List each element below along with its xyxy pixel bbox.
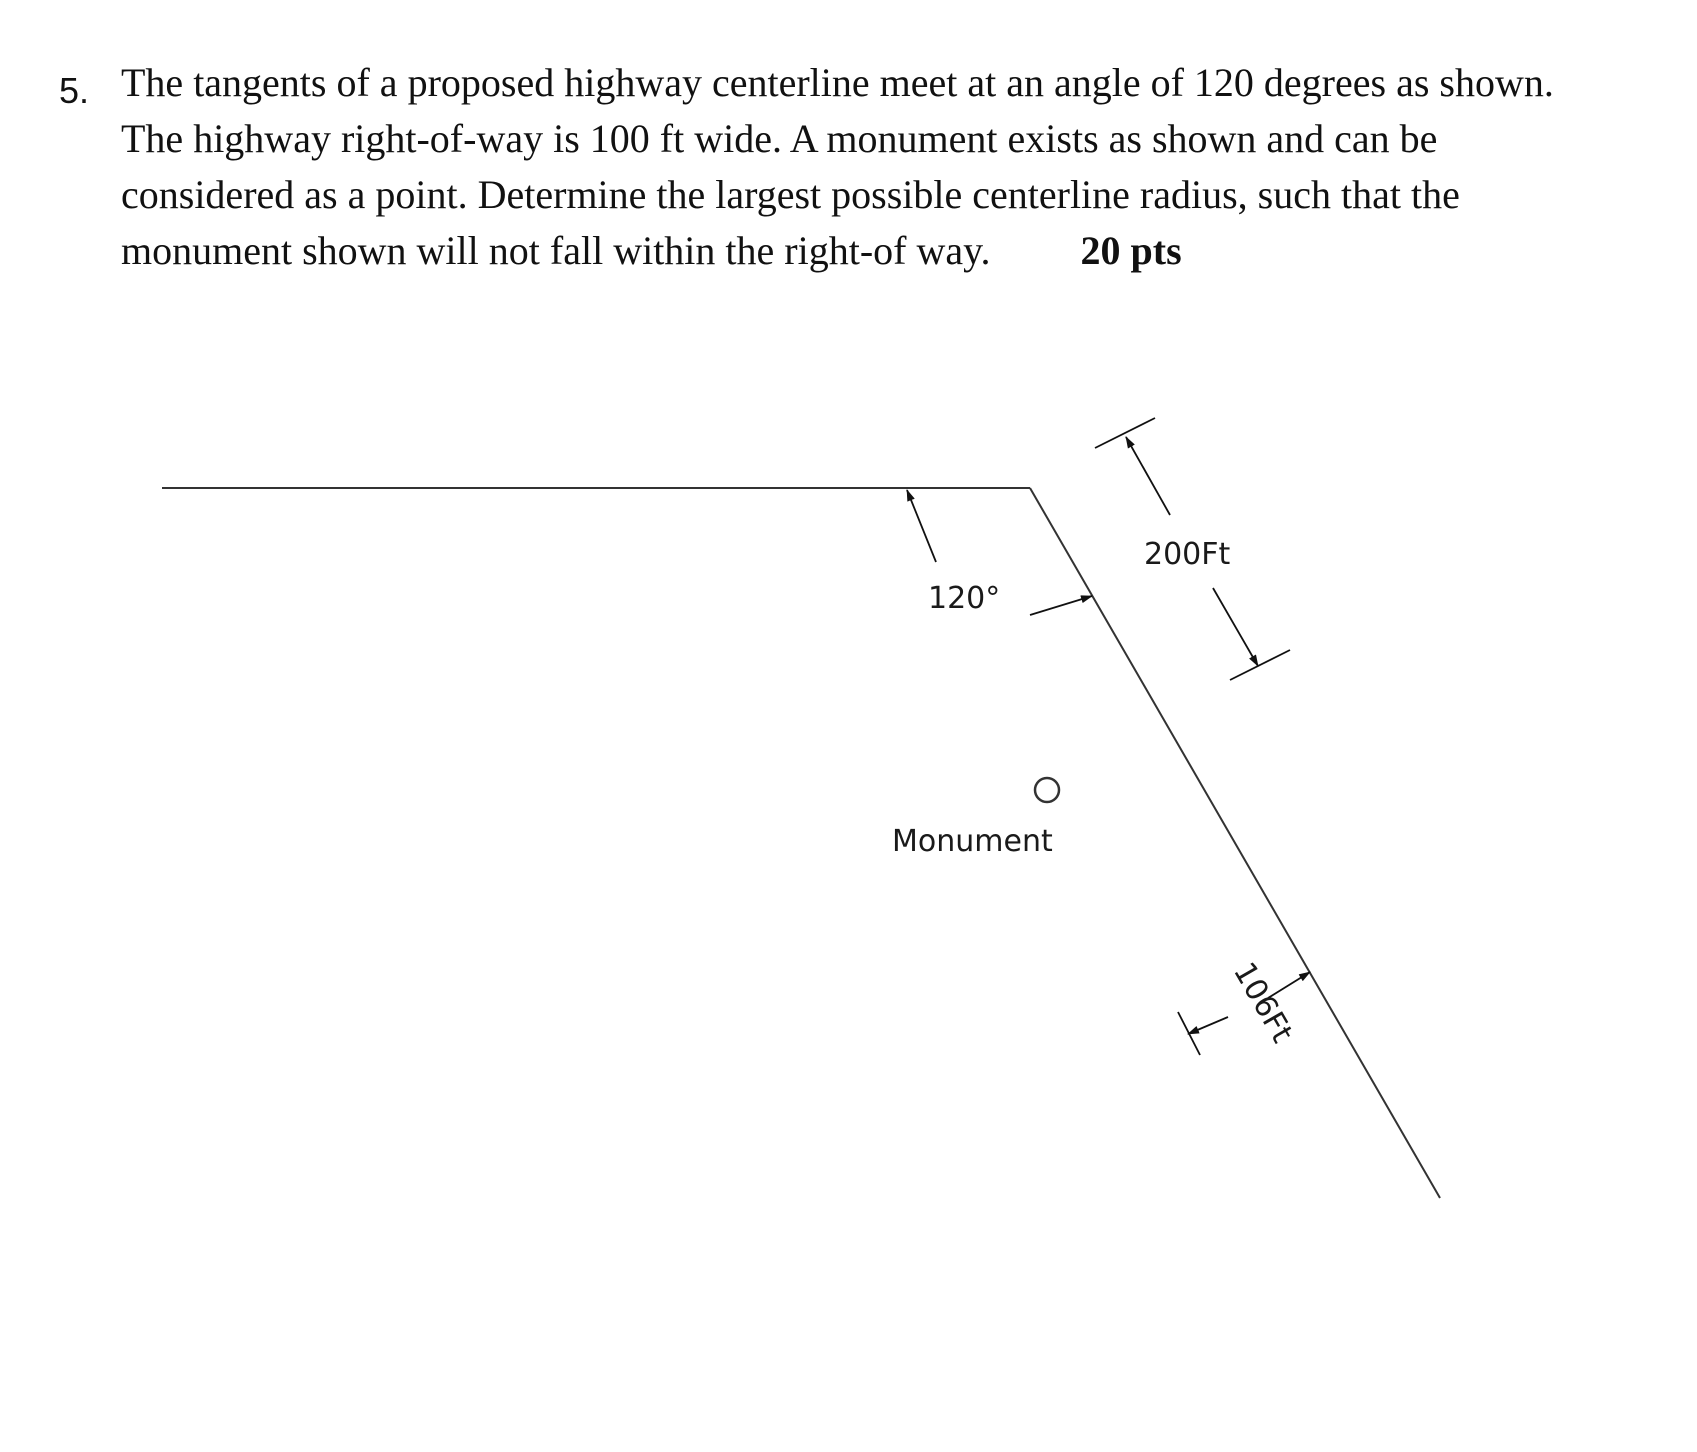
monument-label: Monument — [892, 824, 1053, 859]
problem-number: 5. — [59, 70, 90, 111]
tangent-southeast — [1030, 488, 1440, 1198]
angle-label: 120° — [928, 581, 1001, 616]
angle-arrow-diagonal — [1030, 596, 1092, 615]
points-label: 20 pts — [1080, 228, 1182, 273]
monument — [892, 778, 1059, 859]
angle-arrow-horizontal — [907, 490, 936, 562]
offset-label: 106Ft — [1226, 956, 1300, 1049]
distance-arrow-bottom — [1213, 588, 1258, 666]
offset-arrow-to-extension — [1188, 1017, 1228, 1034]
distance-arrow-top — [1126, 437, 1170, 515]
distance-extension-top — [1095, 418, 1155, 448]
centerline — [162, 488, 1440, 1198]
problem-text-line-3: considered as a point. Determine the largest possible centerline radius, such that the — [121, 172, 1460, 217]
monument-marker — [1035, 778, 1059, 802]
distance-dimension — [1095, 418, 1290, 680]
problem-text-line-2: The highway right-of-way is 100 ft wide. A monument exists as shown and can be — [121, 116, 1438, 161]
distance-extension-bottom — [1230, 650, 1290, 680]
offset-dimension — [1178, 957, 1310, 1056]
angle-indicator — [907, 490, 1092, 616]
distance-label: 200Ft — [1144, 537, 1231, 572]
problem-text-line-4-text: monument shown will not fall within the right-of way. — [121, 228, 991, 273]
problem-text-line-1: The tangents of a proposed highway centerline meet at an angle of 120 degrees as shown. — [121, 60, 1554, 105]
